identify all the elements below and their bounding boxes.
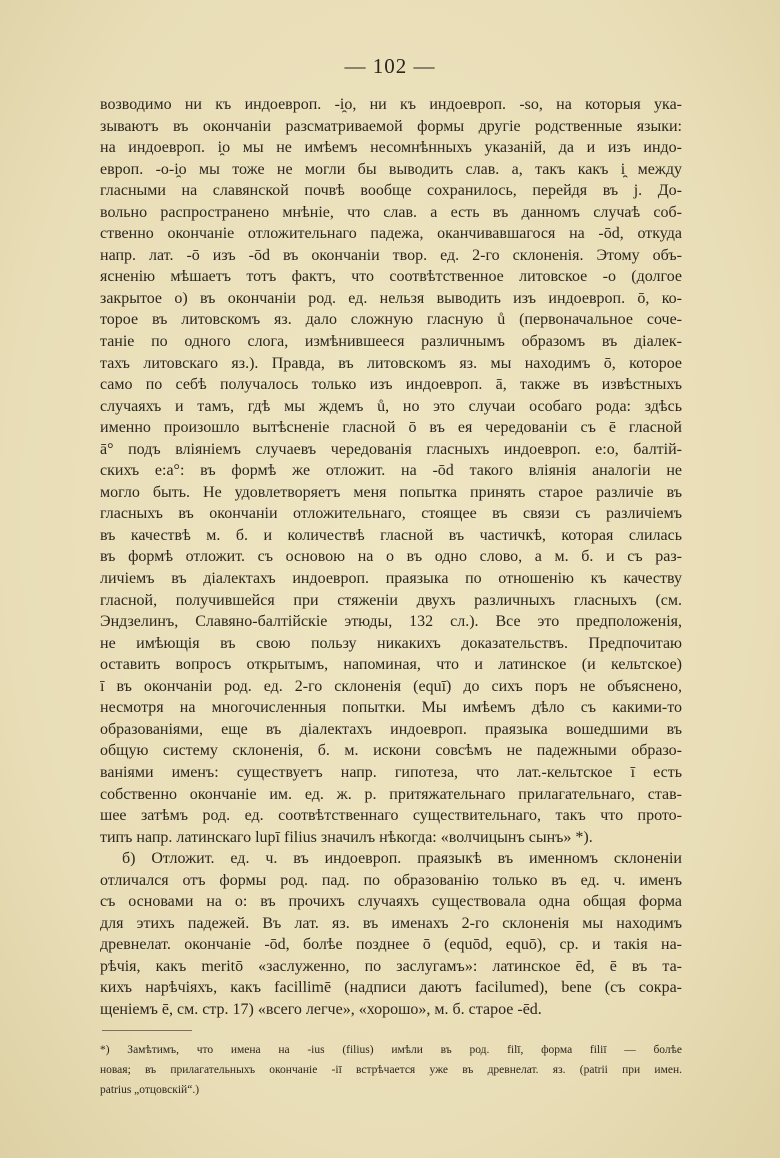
text-line: гласной, получившейся при стяженiи двухъ различныхъ гласныхъ (см.: [100, 591, 682, 609]
text-line: ясненiю мѣшаетъ тотъ фактъ, что соотвѣтственное литовское -o (долгое: [100, 268, 682, 286]
text-line: Эндзелинъ, Славяно-балтiйскiе этюды, 132 сл.). Все это предположенiя,: [100, 613, 682, 631]
text-line: скихъ e:a°: въ формѣ же отложит. на -ōd такого влiянiя аналогiи не: [100, 462, 682, 480]
text-line: ванiями именъ: существуетъ напр. гипотеза, что лат.-кельтское ī есть: [100, 763, 682, 781]
body-text: [100, 94, 682, 1021]
text-line: рѣчiя, какъ meritō «заслуженно, по заслугамъ»: латинское ēd, ē въ та-: [100, 957, 682, 975]
text-line: гласными на славянской почвѣ вообще сохранилось, перейдя въ j. До-: [100, 182, 682, 200]
text-line: щенiемъ ē, см. стр. 17) «всего легче», «хорошо», м. б. старое -ēd.: [100, 1000, 542, 1018]
text-line: отличался отъ формы род. пад. по образованiю только въ ед. ч. именъ: [100, 871, 682, 889]
footnotes: [100, 1040, 682, 1100]
text-line: типъ напр. латинскаго lupī filius значилъ нѣкогда: «волчицынъ сынъ» *).: [100, 828, 593, 846]
text-line: гласныхъ въ окончанiи отложительнаго, стоящее въ связи съ различiемъ: [100, 505, 682, 523]
text-line: б) Отложит. ед. ч. въ индоевроп. праязыкѣ въ именномъ склоненiи: [122, 850, 682, 868]
text-line: танiе по одного слога, измѣнившееся различнымъ образомъ въ дiалек-: [100, 333, 682, 351]
text-line: древнелат. окончанiе -ōd, болѣе позднее ō (equōd, equō), ср. и такiя на-: [100, 936, 682, 954]
text-line: оставить вопросъ открытымъ, напоминая, что и латинское (и кельтское): [100, 656, 682, 674]
text-line: несмотря на многочисленныя попытки. Мы имѣемъ дѣло съ какими-то: [100, 699, 682, 717]
text-line: кихъ нарѣчiяхъ, какъ facillimē (надписи даютъ facilumed), bene (съ сокра-: [100, 979, 682, 997]
text-line: личiемъ въ дiалектахъ индоевроп. праязыка по отношенiю къ качеству: [100, 570, 682, 588]
text-line: шее затѣмъ род. ед. соотвѣтственнаго существительнаго, такъ что прото-: [100, 807, 682, 825]
text-line: зываютъ въ окончанiи разсматриваемой формы другiе родственные языки:: [100, 117, 682, 135]
text-line: общую систему склоненiя, б. м. искони совсѣмъ не падежными образо-: [100, 742, 682, 760]
text-line: тахъ литовскаго яз.). Правда, въ литовскомъ яз. мы находимъ ō, которое: [100, 354, 682, 372]
text-line: ā° подъ влiянiемъ случаевъ чередованiя гласныхъ индоевроп. e:o, балтiй-: [100, 440, 682, 458]
page-number: — 102 —: [344, 54, 436, 78]
text-line: вольно распространено мнѣнiе, что слав. а есть въ данномъ случаѣ соб-: [100, 203, 682, 221]
text-line: собственно окончанiе им. ед. ж. р. притяжательнаго прилагательнаго, став-: [100, 785, 682, 803]
text-line: ственно окончанiе отложительнаго падежа, оканчивавшагося на -ōd, откуда: [100, 225, 682, 243]
footnote-line: patrius „отцовскiй“.): [100, 1084, 200, 1096]
text-line: съ основами на o: въ прочихъ случаяхъ существовала одна общая форма: [100, 893, 682, 911]
footnote-line: *) Замѣтимъ, что имена на -ius (filius) имѣли въ род. filī, форма filiī — болѣе: [100, 1044, 682, 1056]
text-line: образованiями, еще въ дiалектахъ индоевроп. праязыка вошедшими въ: [100, 720, 682, 738]
text-line: ī въ окончанiи род. ед. 2-го склоненiя (equī) до сихъ поръ не объяснено,: [100, 677, 682, 695]
footnote-divider: [102, 1030, 192, 1031]
text-line: закрытое o) въ окончанiи род. ед. нельзя выводить изъ индоевроп. ō, ко-: [100, 289, 682, 307]
footnote-line: новая; въ прилагательныхъ окончанiе -iī встрѣчается уже въ древнелат. яз. (patrii при имен.: [100, 1064, 682, 1076]
text-line: напр. лат. -ō изъ -ōd въ окончанiи твор. ед. 2-го склоненiя. Этому объ-: [100, 246, 682, 264]
text-line: европ. -o-i̯o мы тоже не могли бы выводить слав. а, такъ какъ i̯ между: [100, 160, 682, 178]
text-line: могло быть. Не удовлетворяетъ меня попытка принять старое различiе въ: [100, 483, 682, 501]
text-line: на индоевроп. i̯o мы не имѣемъ несомнѣнныхъ указанiй, да и изъ индо-: [100, 139, 682, 157]
text-line: въ качествѣ м. б. и количествѣ гласной въ частичкѣ, которая слилась: [100, 526, 682, 544]
text-line: торое въ литовскомъ яз. дало сложную гласную ů (первоначальное соче-: [100, 311, 682, 329]
text-line: именно произошло вытѣсненiе гласной ō въ ея чередованiи съ ē гласной: [100, 419, 682, 437]
text-line: въ формѣ отложит. съ основою на o въ одно слово, а м. б. и съ раз-: [100, 548, 682, 566]
text-line: возводимо ни къ индоевроп. -i̯o, ни къ индоевроп. -so, на которыя ука-: [100, 96, 682, 113]
text-line: случаяхъ и тамъ, гдѣ мы ждемъ ů, но это случаи особаго рода: здѣсь: [100, 397, 682, 415]
text-line: для этихъ падежей. Въ лат. яз. въ именахъ 2-го склоненiя мы находимъ: [100, 914, 682, 932]
text-line: не имѣющiя въ свою пользу никакихъ доказательствъ. Предпочитаю: [100, 634, 682, 652]
text-line: само по себѣ получалось только изъ индоевроп. ā, также въ извѣстныхъ: [100, 376, 682, 394]
